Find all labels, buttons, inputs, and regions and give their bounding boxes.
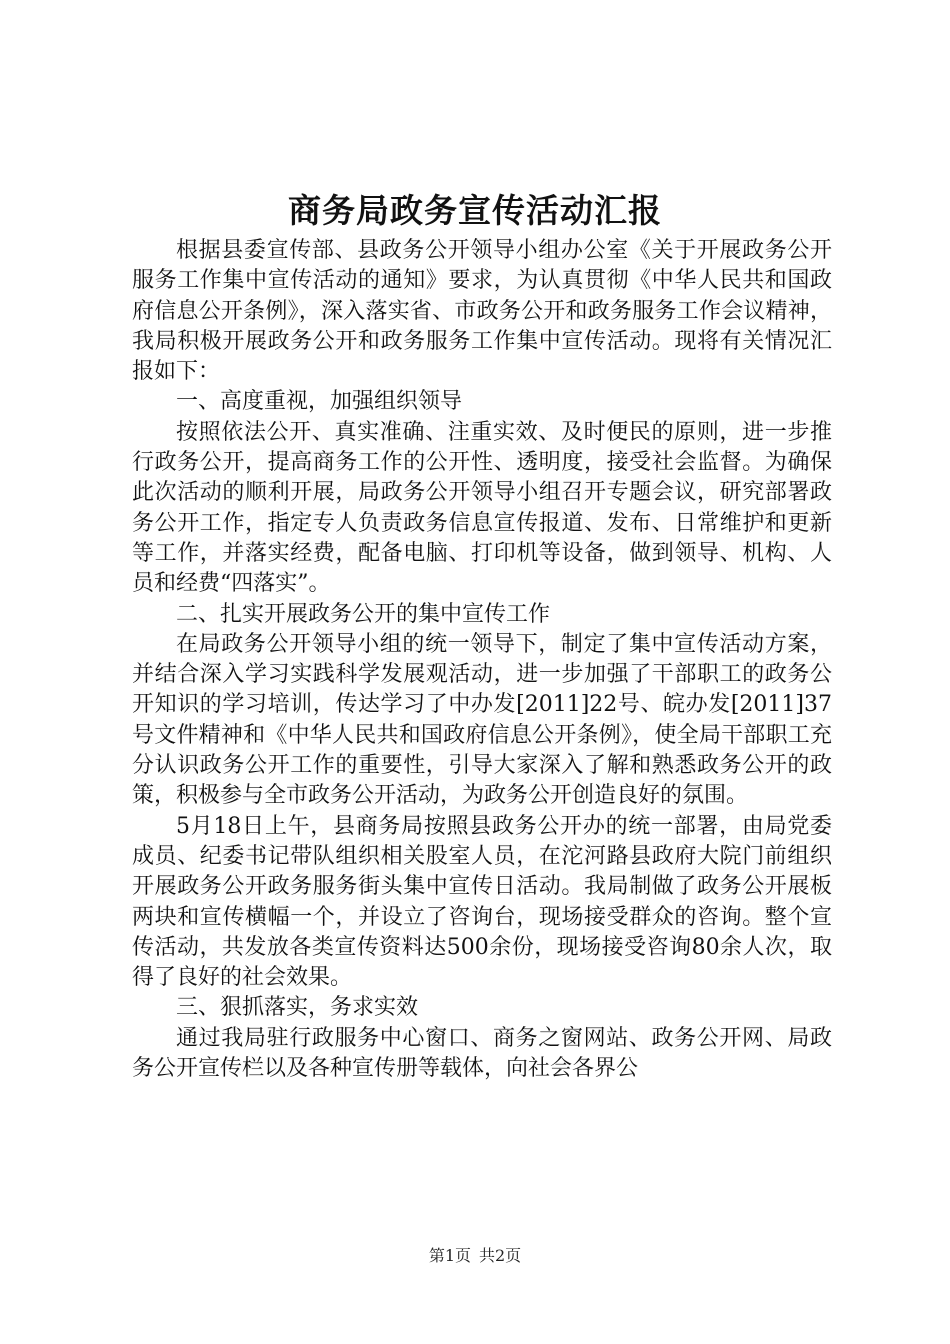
paragraph-section-2a: 在局政务公开领导小组的统一领导下，制定了集中宣传活动方案，并结合深入学习实践科学发展观活动，进一步加强了干部职工的政务公开知识的学习培训，传达学习了中办发[2011]22号、皖办发[2011]37号文件精神和《中华人民共和国政府信息公开条例》，使全局干部职工充分认识政务公开工作的重要性，引导大家深入了解和熟悉政务公开的政策，积极参与全市政务公开活动，为政务公开创造良好的氛围。 [132,631,832,809]
paragraph-section-3: 通过我局驻行政服务中心窗口、商务之窗网站、政务公开网、局政务公开宣传栏以及各种宣传册等载体，向社会各界公 [132,1025,832,1082]
paragraph-section-2b: 5月18日上午，县商务局按照县政务公开办的统一部署，由局党委成员、纪委书记带队组织相关股室人员，在沱河路县政府大院门前组织开展政务公开政务服务街头集中宣传日活动。我局制做了政务公开展板两块和宣传横幅一个，并设立了咨询台，现场接受群众的咨询。整个宣传活动，共发放各类宣传资料达500余份，现场接受咨询80余人次，取得了良好的社会效果。 [132,813,832,991]
section-heading-3: 三、狠抓落实，务求实效 [176,995,419,1021]
page-number: 第1页 [428,1246,471,1265]
section-heading-1: 一、高度重视，加强组织领导 [176,389,463,415]
page-footer [0,1244,950,1268]
section-heading-2: 二、扎实开展政务公开的集中宣传工作 [176,601,551,627]
document-title: 商务局政务宣传活动汇报 [288,191,662,230]
paragraph-intro: 根据县委宣传部、县政务公开领导小组办公室《关于开展政务公开服务工作集中宣传活动的通知》要求，为认真贯彻《中华人民共和国政府信息公开条例》，深入落实省、市政务公开和政务服务工作会议精神，我局积极开展政务公开和政务服务工作集中宣传活动。现将有关情况汇报如下： [132,238,832,385]
page-total: 共2页 [479,1246,522,1265]
paragraph-section-1: 按照依法公开、真实准确、注重实效、及时便民的原则，进一步推行政务公开，提高商务工作的公开性、透明度，接受社会监督。为确保此次活动的顺利开展，局政务公开领导小组召开专题会议，研究部署政务公开工作，指定专人负责政务信息宣传报道、发布、日常维护和更新等工作，并落实经费，配备电脑、打印机等设备，做到领导、机构、人员和经费“四落实”。 [132,419,832,597]
document-body [132,236,832,1084]
